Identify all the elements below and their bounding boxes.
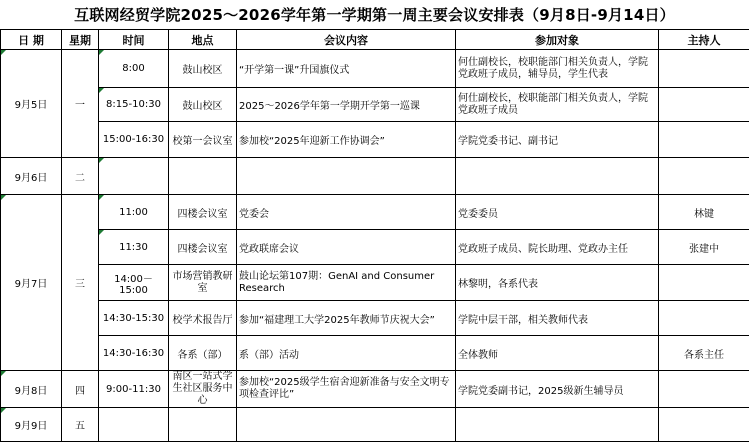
table-row [1, 230, 749, 265]
content-cell: “开学第一课”升国旗仪式 [237, 50, 456, 88]
host-cell: 张建中 [659, 230, 749, 265]
time-cell: 14:30-15:30 [99, 301, 169, 336]
table-row [1, 371, 749, 408]
date-cell: 9月7日 [1, 195, 62, 371]
host-cell: 各系主任 [659, 336, 749, 371]
content-cell: 参加校“2025级学生宿舍迎新准备与安全文明专项检查评比” [237, 371, 456, 408]
table-row [1, 158, 749, 195]
place-cell: 各系（部） [169, 336, 237, 371]
attendees-cell: 学院中层干部，相关教师代表 [456, 301, 659, 336]
host-cell [659, 408, 749, 442]
header-content: 会议内容 [237, 30, 456, 50]
place-cell: 市场营销教研室 [169, 265, 237, 301]
header-row [1, 30, 749, 50]
time-cell [99, 158, 169, 195]
attendees-cell [456, 158, 659, 195]
content-cell: 党政联席会议 [237, 230, 456, 265]
time-cell: 11:30 [99, 230, 169, 265]
place-cell [169, 408, 237, 442]
content-cell: 党委会 [237, 195, 456, 230]
attendees-cell: 何仕副校长，校职能部门相关负责人，学院党政班子成员，辅导员，学生代表 [456, 50, 659, 88]
header-time: 时间 [99, 30, 169, 50]
content-cell: 参加校“2025年迎新工作协调会” [237, 122, 456, 158]
content-cell [237, 158, 456, 195]
header-attendees: 参加对象 [456, 30, 659, 50]
content-cell: 2025～2026学年第一学期开学第一巡课 [237, 88, 456, 122]
attendees-cell: 学院党委副书记，2025级新生辅导员 [456, 371, 659, 408]
host-cell [659, 122, 749, 158]
table-row [1, 122, 749, 158]
time-cell: 14:30-16:30 [99, 336, 169, 371]
time-cell: 9:00-11:30 [99, 371, 169, 408]
date-cell: 9月8日 [1, 371, 62, 408]
time-cell: 11:00 [99, 195, 169, 230]
attendees-cell: 何仕副校长，校职能部门相关负责人，学院党政班子成员 [456, 88, 659, 122]
place-cell: 四楼会议室 [169, 230, 237, 265]
attendees-cell: 党政班子成员、院长助理、党政办主任 [456, 230, 659, 265]
place-cell: 南区一站式学生社区服务中心 [169, 371, 237, 408]
place-cell [169, 158, 237, 195]
place-cell: 鼓山校区 [169, 50, 237, 88]
header-date: 日 期 [1, 30, 62, 50]
schedule-table [0, 29, 749, 442]
weekday-cell: 二 [62, 158, 99, 195]
weekday-cell: 三 [62, 195, 99, 371]
content-cell: 参加“福建理工大学2025年教师节庆祝大会” [237, 301, 456, 336]
weekday-cell: 一 [62, 50, 99, 158]
place-cell: 校第一会议室 [169, 122, 237, 158]
host-cell: 林键 [659, 195, 749, 230]
header-weekday: 星期 [62, 30, 99, 50]
header-place: 地点 [169, 30, 237, 50]
weekday-cell: 四 [62, 371, 99, 408]
attendees-cell [456, 408, 659, 442]
table-row [1, 88, 749, 122]
time-cell: 14:00－15:00 [99, 265, 169, 301]
time-cell: 8:15-10:30 [99, 88, 169, 122]
content-cell: 鼓山论坛第107期：GenAI and Consumer Research [237, 265, 456, 301]
header-host: 主持人 [659, 30, 749, 50]
host-cell [659, 371, 749, 408]
table-row [1, 336, 749, 371]
attendees-cell: 林黎明，各系代表 [456, 265, 659, 301]
time-cell [99, 408, 169, 442]
host-cell [659, 265, 749, 301]
host-cell [659, 88, 749, 122]
table-row [1, 301, 749, 336]
place-cell: 鼓山校区 [169, 88, 237, 122]
time-cell: 15:00-16:30 [99, 122, 169, 158]
place-cell: 校学术报告厅 [169, 301, 237, 336]
attendees-cell: 党委委员 [456, 195, 659, 230]
time-cell: 8:00 [99, 50, 169, 88]
attendees-cell: 学院党委书记、副书记 [456, 122, 659, 158]
host-cell [659, 301, 749, 336]
attendees-cell: 全体教师 [456, 336, 659, 371]
host-cell [659, 158, 749, 195]
date-cell: 9月6日 [1, 158, 62, 195]
date-cell: 9月9日 [1, 408, 62, 442]
place-cell: 四楼会议室 [169, 195, 237, 230]
page-title: 互联网经贸学院2025～2026学年第一学期第一周主要会议安排表（9月8日-9月14日） [74, 6, 675, 24]
table-row [1, 50, 749, 88]
date-cell: 9月5日 [1, 50, 62, 158]
content-cell [237, 408, 456, 442]
table-row [1, 265, 749, 301]
table-row [1, 408, 749, 442]
host-cell [659, 50, 749, 88]
content-cell: 系（部）活动 [237, 336, 456, 371]
weekday-cell: 五 [62, 408, 99, 442]
table-row [1, 195, 749, 230]
